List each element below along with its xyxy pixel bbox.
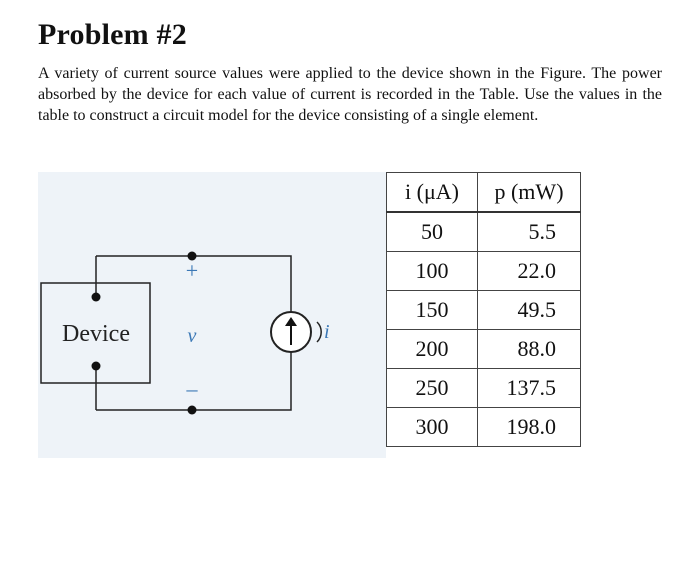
power-cell: 137.5 (478, 369, 581, 408)
power-cell: 5.5 (478, 212, 581, 252)
power-cell: 198.0 (478, 408, 581, 447)
table-row (387, 252, 581, 291)
table-row (387, 212, 581, 252)
power-cell: 88.0 (478, 330, 581, 369)
table-row (387, 369, 581, 408)
current-cell: 50 (387, 212, 478, 252)
column-header-current: i (μA) (387, 173, 478, 213)
problem-title: Problem #2 (38, 18, 187, 51)
table-row (387, 291, 581, 330)
current-cell: 100 (387, 252, 478, 291)
bottom-node-dot (188, 406, 197, 415)
current-cell: 300 (387, 408, 478, 447)
table-row (387, 408, 581, 447)
device-label: Device (62, 321, 130, 347)
current-power-table (386, 172, 581, 447)
voltage-label: v (187, 325, 197, 347)
minus-sign: – (186, 376, 198, 401)
table-row (387, 330, 581, 369)
current-label: i (324, 321, 330, 343)
current-cell: 200 (387, 330, 478, 369)
power-cell: 49.5 (478, 291, 581, 330)
current-direction-arc (317, 322, 321, 342)
current-cell: 150 (387, 291, 478, 330)
circuit-figure (38, 172, 388, 462)
device-bottom-terminal-dot (92, 362, 101, 371)
column-header-power: p (mW) (478, 173, 581, 213)
power-cell: 22.0 (478, 252, 581, 291)
table-header-row (387, 173, 581, 213)
current-cell: 250 (387, 369, 478, 408)
device-top-terminal-dot (92, 293, 101, 302)
plus-sign: + (185, 258, 199, 283)
problem-statement: A variety of current source values were applied to the device shown in the Figure. The power absorbed by the device for each value of current is recorded in the Table. Use the values in the table to construct a circuit model for the device consisting of a single element. (38, 65, 662, 124)
